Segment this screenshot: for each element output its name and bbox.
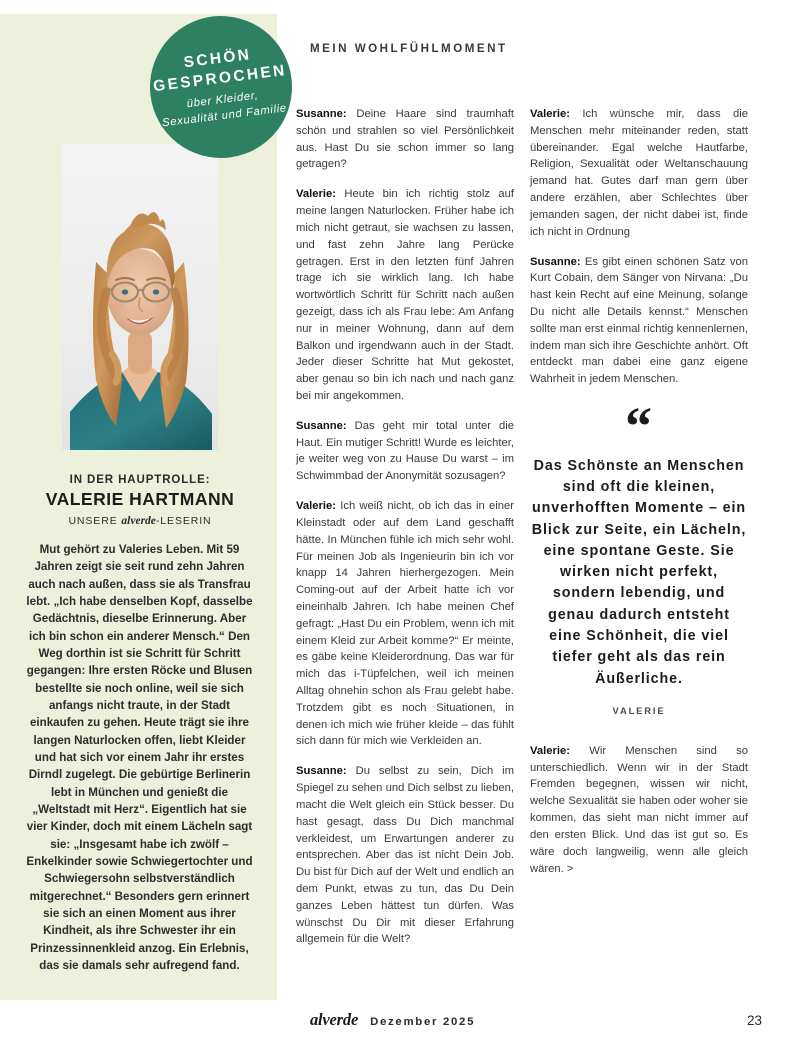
interview-text: Du selbst zu sein, Dich im Spiegel zu sehen und Dich selbst zu lieben, macht die Welt gleich ein Stück besser. Du hast gesagt, dass Du Dich manchmal verkleidest, um Erwartungen anderer zu entsprechen. Aber das ist nicht Dein Job. Du bist für Dich auf der Welt und endlich an dem Punkt, etwas zu tun, das Du Dein ganzes Leben hättest tun dürfen. Was wünschst Du Dir mit dieser Erfahrung allgemein für die Welt?	[296, 765, 514, 946]
brand-wordmark-inline: alverde	[121, 515, 156, 527]
interview-speaker: Valerie:	[296, 500, 337, 513]
interview-paragraph	[296, 763, 514, 948]
interview-paragraph	[530, 106, 748, 241]
footer-brand-wordmark: alverde	[310, 1010, 359, 1029]
pull-quote	[530, 396, 748, 719]
interview-paragraph	[530, 254, 748, 389]
caption-sub-post: -LESERIN	[155, 515, 212, 527]
interview-text: Deine Haare sind traumhaft schön und strahlen so viel Persönlichkeit aus. Hast Du sie schon immer so lang getragen?	[296, 108, 514, 171]
interview-speaker: Susanne:	[530, 255, 581, 268]
interview-speaker: Valerie:	[296, 188, 337, 201]
footer-issue-date: Dezember 2025	[370, 1016, 476, 1028]
footer-page-number: 23	[746, 1013, 762, 1028]
interview-paragraph	[296, 418, 514, 485]
badge-title: SCHÖN GESPROCHEN	[152, 45, 288, 95]
photo-caption	[20, 474, 260, 527]
interview-speaker: Susanne:	[296, 765, 347, 778]
caption-sub-pre: UNSERE	[68, 515, 122, 527]
page-kicker: MEIN WOHLFÜHLMOMENT	[310, 42, 508, 55]
interview-speaker: Valerie:	[530, 108, 571, 120]
interview-paragraph	[296, 106, 514, 173]
interview-paragraph	[296, 498, 514, 750]
interview-speaker: Susanne:	[296, 419, 347, 432]
interview-column-right	[530, 106, 748, 877]
quote-mark-icon: “	[625, 396, 653, 456]
intro-paragraph: Mut gehört zu Valeries Leben. Mit 59 Jahren zeigt sie seit rund zehn Jahren auch nach außen, dass sie als Transfrau lebt. „Ich habe denselben Kopf, dasselbe Gedächtnis, dieselbe Erinnerung. Aber ich bin schon ein anderer Mensch.“ Den Weg dorthin ist sie Schritt für Schritt gegangen: Ihre ersten Röcke und Blusen bestellte sie noch online, weil sie sich anfangs nicht traute, in der Stadt einkaufen zu gehen. Heute trägt sie ihre langen Naturlocken offen, liebt Kleider und hat sich vor einem Jahr ihr erstes Dirndl zugelegt. Die gebürtige Berlinerin lebt in München und genießt die „Weltstadt mit Herz“. Eigentlich hat sie vier Kinder, doch mit einem Lächeln sagt sie: „Insgesamt habe ich zwölf – Enkelkinder sowie Schwiegertochter und Schwiegersohn selbstverständlich mitgerechnet.“ Besonders gern erinnert sie sich an einen Moment aus ihrer Kindheit, als ihre Schwester ihr ein Prinzessinnenkleid anzog. Ein Erlebnis, das sie damals sehr aufregend fand.	[26, 543, 253, 972]
caption-subtitle	[20, 515, 260, 527]
interview-text: Ich weiß nicht, ob ich das in einer Kleinstadt oder auf dem Land geschafft hätte. In München fühle ich mich sehr wohl. Für meinen Job als Ingenieurin bin ich vor knapp 14 Jahren hierhergezogen. Mein Coming-out auf der Arbeit hatte ich vor eineinhalb Jahren. Ich habe meinen Chef gefragt: „Hast Du ein Problem, wenn ich mit einem Kleid zur Arbeit komme?“ Er meinte, es gäbe keine Kleiderordnung. Das war für mich das i-Tüpfelchen, weil ich meinen Alltag ohnehin schon als Frau gelebt habe. Trotzdem gibt es noch Situationen, in denen ich mich wie früher kleide – das fühlt sich dann für mich wie Verkleiden an.	[296, 500, 514, 748]
interview-text: Es gibt einen schönen Satz von Kurt Cobain, dem Sänger von Nirvana: „Du hast kein Recht auf eine Meinung, solange Du nicht alle Details kennst.“ Menschen sollte man erst einmal richtig kennenlernen, indem man sich ihre Geschichte anhört. Oft entdeckt man dabei eine ganz eigene Wahrheit in jedem Menschen.	[530, 255, 748, 386]
portrait-photo	[62, 144, 218, 450]
pull-quote-text: Das Schönste an Menschen sind oft die kleinen, unverhofften Momente – ein Blick zur Seite, ein Lächeln, eine spontane Geste. Sie wirken nicht perfekt, sondern lebendig, und genau dadurch entsteht eine Schönheit, die viel tiefer geht als das rein Äußerliche.	[531, 457, 747, 687]
interview-text: Das geht mir total unter die Haut. Ein mutiger Schritt! Wurde es leichter, je weiter weg von zu Hause Du warst – im Schwimmbad der Anonymität sozusagen?	[296, 419, 515, 483]
page-footer	[310, 1010, 762, 1030]
interview-text: Heute bin ich richtig stolz auf meine langen Naturlocken. Früher habe ich mich nicht getraut, sie wachsen zu lassen, und fast zehn Jahre lang Perücke getragen. Erst in den letzten fünf Jahren trage ich sie wirklich lang. Ich habe wortwörtlich Schritt für Schritt nach außen gezeigt, dass ich als Frau lebe: Am Anfang nur in meiner Wohnung, dann auf dem Balkon und irgendwann auch in der Stadt. Jeder dieser Schritte hat Mut gekostet, aber genau so bin ich nach und nach ganz bei mir angekommen.	[296, 188, 514, 402]
interview-text: Ich wünsche mir, dass die Menschen mehr miteinander reden, statt übereinander. Egal welche Hautfarbe, Religion, Sexualität oder Weltanschauung jemand hat. Gutes darf man gern über andere erzählen, aber Schlechtes über jemanden sagen, der nicht dabei ist, finde ich nicht in Ordnung	[530, 108, 748, 238]
interview-paragraph	[530, 743, 748, 878]
caption-kicker: IN DER HAUPTROLLE:	[69, 474, 211, 486]
interview-text: Wir Menschen sind so unterschiedlich. Wenn wir in der Stadt Fremden begegnen, wissen wir nicht, welche Sexualität sie haben oder woher sie kommen, das sieht man nicht immer auf den ersten Blick. Und das ist gut so. Es wäre doch langweilig, wenn alle gleich wären. >	[530, 744, 748, 875]
interview-speaker: Valerie:	[530, 744, 571, 757]
interview-column-middle	[296, 106, 514, 948]
pull-quote-attribution: VALERIE	[612, 705, 666, 716]
interview-speaker: Susanne:	[296, 108, 347, 120]
caption-name: VALERIE HARTMANN	[45, 489, 235, 509]
interview-paragraph	[296, 186, 514, 405]
badge-subtitle: über Kleider, Sexualität und Familie	[161, 89, 288, 130]
